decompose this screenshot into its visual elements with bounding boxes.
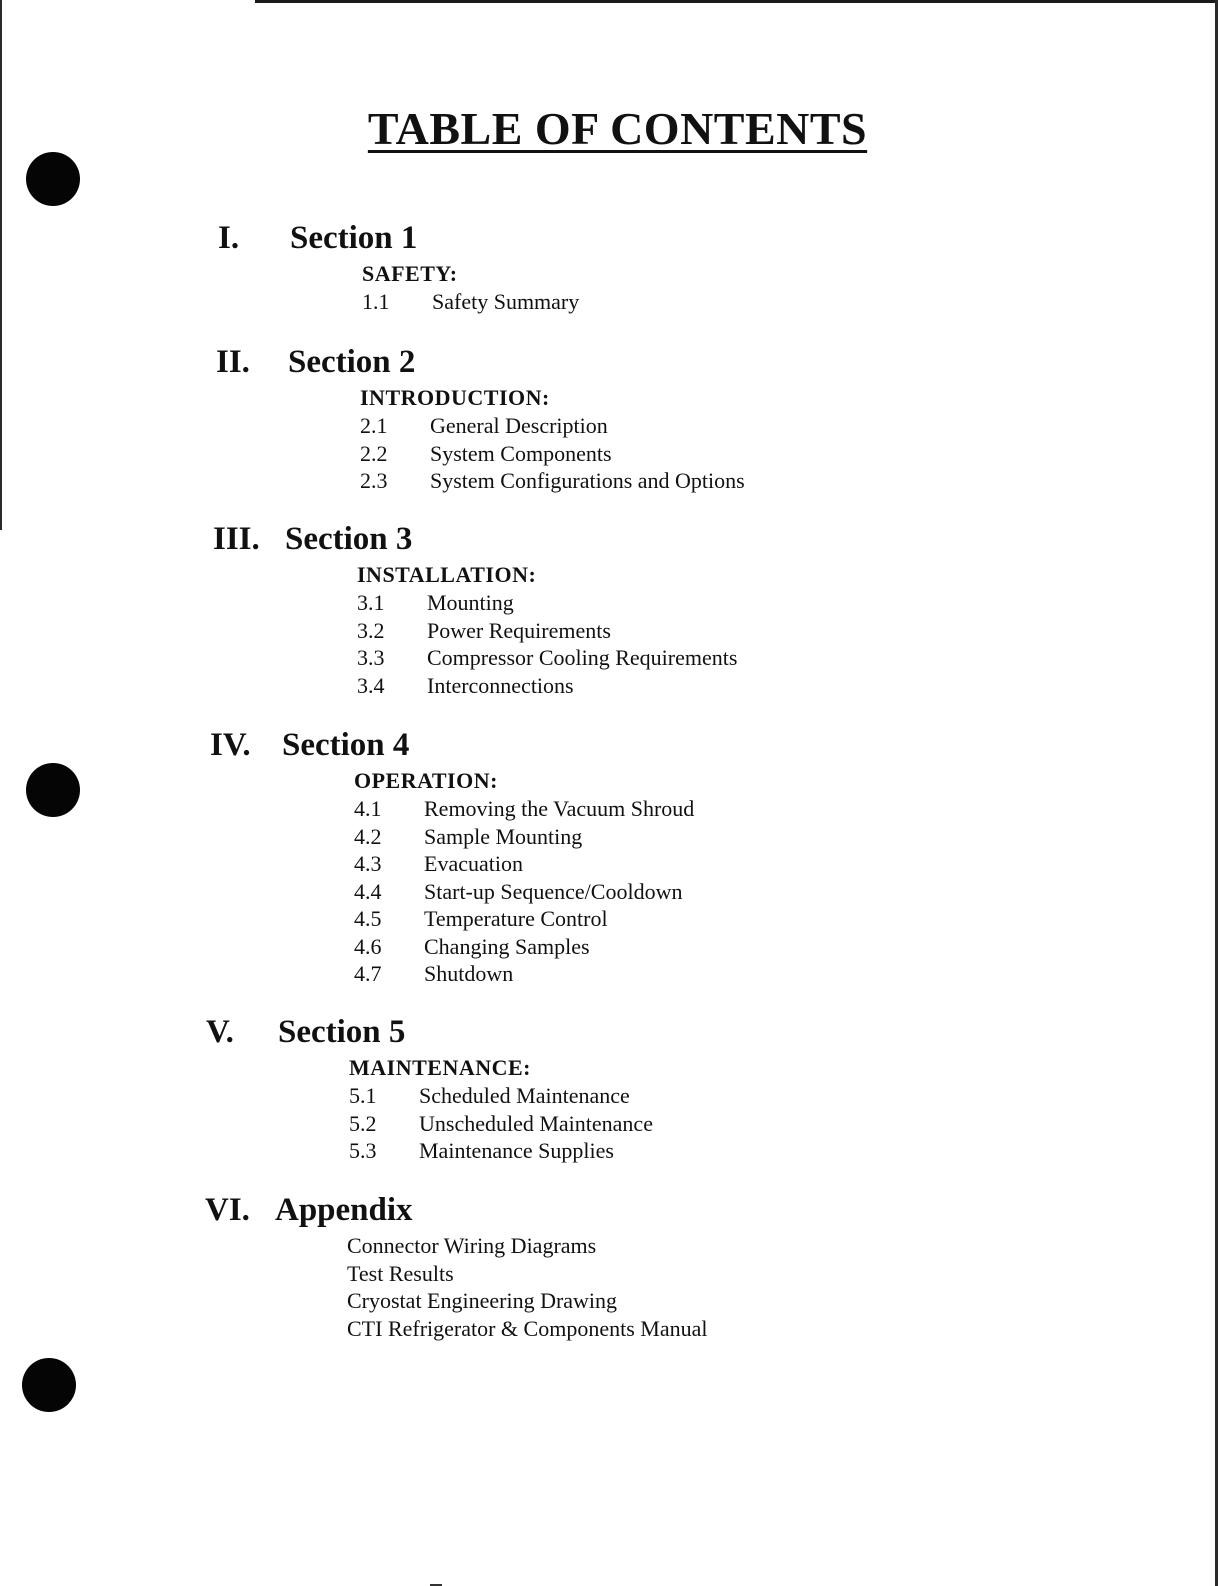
entry-number: 4.7 (354, 961, 382, 986)
entry-number: 5.2 (349, 1110, 377, 1136)
entry-title: Shutdown (424, 961, 514, 986)
entry-number: 3.3 (357, 645, 385, 670)
entry-title: System Components (430, 440, 612, 466)
entry-title: Changing Samples (424, 933, 590, 959)
section-title: Appendix (275, 1192, 413, 1228)
punch-hole-bottom (22, 1358, 76, 1412)
scan-edge-top (255, 0, 1218, 3)
scan-edge-left (0, 0, 2, 530)
section-numeral: V. (206, 1014, 234, 1050)
entry-title: Temperature Control (424, 906, 608, 931)
entry-number: 4.5 (354, 906, 382, 931)
entry-title: Power Requirements (427, 617, 611, 643)
section-category: OPERATION: (354, 768, 498, 793)
entry-title: System Configurations and Options (430, 468, 745, 493)
section-title: Section 5 (278, 1014, 406, 1050)
entry-number: 3.2 (357, 617, 385, 643)
entry-number: 5.1 (349, 1083, 377, 1108)
entry-title: Start-up Sequence/Cooldown (424, 878, 683, 904)
entry-title: Scheduled Maintenance (419, 1083, 630, 1108)
section-title: Section 2 (288, 344, 416, 380)
entry-number: 5.3 (349, 1138, 377, 1163)
entry-title: Evacuation (424, 851, 523, 876)
entry-number: 4.1 (354, 796, 382, 821)
entry-number: 4.4 (354, 878, 382, 904)
entry-number: 2.1 (360, 413, 388, 438)
entry-number: 4.3 (354, 851, 382, 876)
entry-title: Mounting (427, 590, 514, 615)
section-category: MAINTENANCE: (349, 1055, 531, 1080)
entry-title: Connector Wiring Diagrams (347, 1233, 597, 1258)
section-numeral: II. (216, 344, 250, 380)
entry-number: 3.1 (357, 590, 385, 615)
entry-title: Unscheduled Maintenance (419, 1110, 653, 1136)
section-category: SAFETY: (362, 261, 458, 286)
entry-title: General Description (430, 413, 608, 438)
entry-number: 2.3 (360, 468, 388, 493)
entry-title: Sample Mounting (424, 823, 583, 849)
page-title: TABLE OF CONTENTS (367, 103, 868, 154)
section-numeral: VI. (205, 1192, 250, 1228)
section-numeral: III. (213, 521, 260, 557)
entry-title: Interconnections (427, 672, 574, 698)
entry-title: CTI Refrigerator & Components Manual (347, 1315, 708, 1341)
section-title: Section 4 (282, 727, 410, 763)
entry-title: Cryostat Engineering Drawing (347, 1288, 618, 1313)
punch-hole-top (26, 152, 80, 206)
entry-number: 1.1 (362, 289, 390, 314)
entry-title: Compressor Cooling Requirements (427, 645, 738, 670)
section-title: Section 1 (290, 220, 418, 256)
entry-number: 4.2 (354, 823, 382, 849)
section-category: INTRODUCTION: (360, 385, 550, 410)
entry-title: Removing the Vacuum Shroud (424, 796, 695, 821)
punch-hole-middle (26, 763, 80, 817)
entry-number: 3.4 (357, 672, 385, 698)
entry-number: 4.6 (354, 933, 382, 959)
section-numeral: I. (218, 220, 240, 256)
entry-title: Maintenance Supplies (419, 1138, 614, 1163)
section-title: Section 3 (285, 521, 413, 557)
section-numeral: IV. (210, 727, 251, 763)
entry-number: 2.2 (360, 440, 388, 466)
entry-title: Safety Summary (432, 289, 580, 314)
entry-title: Test Results (347, 1260, 454, 1286)
section-category: INSTALLATION: (357, 562, 537, 587)
